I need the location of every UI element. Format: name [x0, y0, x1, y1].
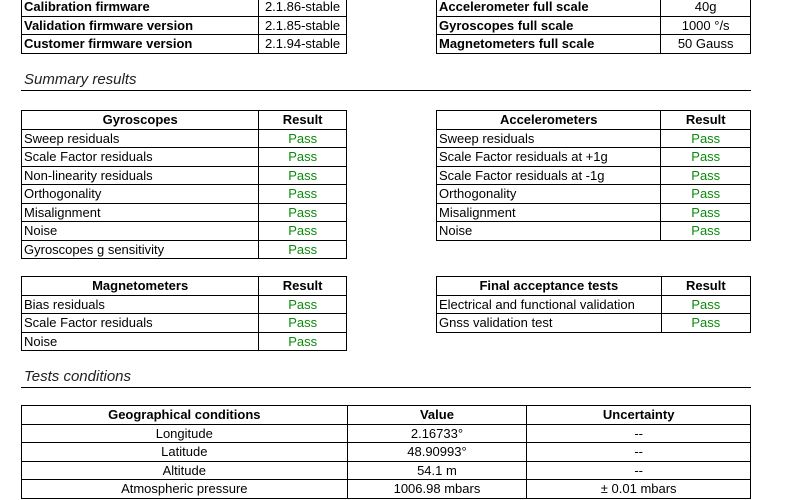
sensor-scale-value: 1000 °/s — [661, 16, 751, 35]
gyroscopes-label: Misalignment — [22, 203, 259, 222]
firmware-info-key: Validation firmware version — [22, 16, 259, 35]
gyroscopes-label: Noise — [22, 222, 259, 241]
conditions-uncertainty: -- — [527, 424, 751, 443]
firmware-info-table — [21, 0, 347, 54]
conditions-uncertainty: ± 0.01 mbars — [527, 480, 751, 499]
accelerometers-row — [437, 203, 751, 222]
gyroscopes-row — [22, 185, 347, 204]
firmware-info-body — [22, 0, 347, 53]
gyroscopes-result: Pass — [259, 222, 347, 241]
accelerometers-table — [436, 110, 751, 241]
sensor-scale-row — [437, 35, 751, 54]
magnetometers-header: Magnetometers — [22, 277, 259, 296]
accelerometers-row — [437, 166, 751, 185]
accelerometers-header-row — [437, 111, 751, 130]
accelerometers-label: Scale Factor residuals at -1g — [437, 166, 661, 185]
gyroscopes-label: Sweep residuals — [22, 129, 259, 148]
gyroscopes-label: Orthogonality — [22, 185, 259, 204]
accelerometers-body — [437, 129, 751, 240]
sensor-scale-body — [437, 0, 751, 53]
gyroscopes-table — [21, 110, 347, 259]
summary-results-title: Summary results — [24, 71, 137, 88]
accelerometers-label: Misalignment — [437, 203, 661, 222]
magnetometers-result: Pass — [259, 295, 347, 314]
conditions-body — [22, 424, 751, 498]
final-acceptance-row — [437, 314, 751, 333]
conditions-value: 54.1 m — [347, 461, 527, 480]
summary-results-divider — [21, 90, 751, 91]
gyroscopes-label: Gyroscopes g sensitivity — [22, 240, 259, 259]
final-acceptance-body — [437, 295, 751, 332]
magnetometers-label: Scale Factor residuals — [22, 314, 259, 333]
gyroscopes-result: Pass — [259, 148, 347, 167]
gyroscopes-label: Scale Factor residuals — [22, 148, 259, 167]
gyroscopes-row — [22, 222, 347, 241]
conditions-label: Altitude — [22, 461, 348, 480]
gyroscopes-header-row — [22, 111, 347, 130]
firmware-info-row — [22, 0, 347, 16]
sensor-scale-table — [436, 0, 751, 54]
accelerometers-row — [437, 222, 751, 241]
firmware-info-key: Calibration firmware — [22, 0, 259, 16]
magnetometers-result-header: Result — [259, 277, 347, 296]
gyroscopes-label: Non-linearity residuals — [22, 166, 259, 185]
final-acceptance-result: Pass — [661, 295, 750, 314]
firmware-info-value: 2.1.85-stable — [259, 16, 347, 35]
magnetometers-row — [22, 314, 347, 333]
accelerometers-result: Pass — [661, 166, 751, 185]
accelerometers-result: Pass — [661, 222, 751, 241]
conditions-header-row — [22, 406, 751, 425]
gyroscopes-row — [22, 203, 347, 222]
accelerometers-label: Scale Factor residuals at +1g — [437, 148, 661, 167]
conditions-header-uncertainty: Uncertainty — [527, 406, 751, 425]
tests-conditions-divider — [21, 387, 751, 388]
final-acceptance-result: Pass — [661, 314, 750, 333]
accelerometers-result: Pass — [661, 129, 751, 148]
sensor-scale-key: Gyroscopes full scale — [437, 16, 661, 35]
magnetometers-result: Pass — [259, 332, 347, 351]
accelerometers-row — [437, 129, 751, 148]
magnetometers-row — [22, 295, 347, 314]
gyroscopes-result: Pass — [259, 185, 347, 204]
magnetometers-label: Bias residuals — [22, 295, 259, 314]
magnetometers-result: Pass — [259, 314, 347, 333]
accelerometers-label: Sweep residuals — [437, 129, 661, 148]
sensor-scale-row — [437, 0, 751, 16]
conditions-row — [22, 461, 751, 480]
sensor-scale-key: Magnetometers full scale — [437, 35, 661, 54]
magnetometers-body — [22, 295, 347, 351]
conditions-uncertainty: -- — [527, 461, 751, 480]
magnetometers-header-row — [22, 277, 347, 296]
gyroscopes-row — [22, 240, 347, 259]
accelerometers-header: Accelerometers — [437, 111, 661, 130]
final-acceptance-result-header: Result — [661, 277, 750, 296]
firmware-info-value: 2.1.94-stable — [259, 35, 347, 54]
conditions-label: Atmospheric pressure — [22, 480, 348, 499]
accelerometers-result: Pass — [661, 185, 751, 204]
final-acceptance-row — [437, 295, 751, 314]
gyroscopes-row — [22, 166, 347, 185]
firmware-info-row — [22, 35, 347, 54]
conditions-header-value: Value — [347, 406, 527, 425]
gyroscopes-result: Pass — [259, 129, 347, 148]
accelerometers-label: Noise — [437, 222, 661, 241]
magnetometers-label: Noise — [22, 332, 259, 351]
sensor-scale-value: 40g — [661, 0, 751, 16]
gyroscopes-result: Pass — [259, 166, 347, 185]
conditions-row — [22, 480, 751, 499]
final-acceptance-header: Final acceptance tests — [437, 277, 662, 296]
gyroscopes-result: Pass — [259, 203, 347, 222]
firmware-info-key: Customer firmware version — [22, 35, 259, 54]
conditions-label: Latitude — [22, 443, 348, 462]
gyroscopes-row — [22, 148, 347, 167]
final-acceptance-table — [436, 276, 751, 333]
firmware-info-row — [22, 16, 347, 35]
gyroscopes-result: Pass — [259, 240, 347, 259]
sensor-scale-row — [437, 16, 751, 35]
conditions-row — [22, 443, 751, 462]
firmware-info-value: 2.1.86-stable — [259, 0, 347, 16]
magnetometers-table — [21, 276, 347, 351]
conditions-uncertainty: -- — [527, 443, 751, 462]
final-acceptance-label: Gnss validation test — [437, 314, 662, 333]
accelerometers-result: Pass — [661, 148, 751, 167]
final-acceptance-label: Electrical and functional validation — [437, 295, 662, 314]
conditions-value: 2.16733° — [347, 424, 527, 443]
final-acceptance-header-row — [437, 277, 751, 296]
conditions-header-geo: Geographical conditions — [22, 406, 348, 425]
accelerometers-row — [437, 148, 751, 167]
gyroscopes-body — [22, 129, 347, 259]
accelerometers-result-header: Result — [661, 111, 751, 130]
sensor-scale-value: 50 Gauss — [661, 35, 751, 54]
tests-conditions-title: Tests conditions — [24, 368, 132, 385]
accelerometers-row — [437, 185, 751, 204]
geographical-conditions-table — [21, 405, 751, 499]
magnetometers-row — [22, 332, 347, 351]
gyroscopes-header: Gyroscopes — [22, 111, 259, 130]
conditions-row — [22, 424, 751, 443]
gyroscopes-row — [22, 129, 347, 148]
accelerometers-label: Orthogonality — [437, 185, 661, 204]
conditions-label: Longitude — [22, 424, 348, 443]
conditions-value: 1006.98 mbars — [347, 480, 527, 499]
sensor-scale-key: Accelerometer full scale — [437, 0, 661, 16]
conditions-value: 48.90993° — [347, 443, 527, 462]
accelerometers-result: Pass — [661, 203, 751, 222]
gyroscopes-result-header: Result — [259, 111, 347, 130]
